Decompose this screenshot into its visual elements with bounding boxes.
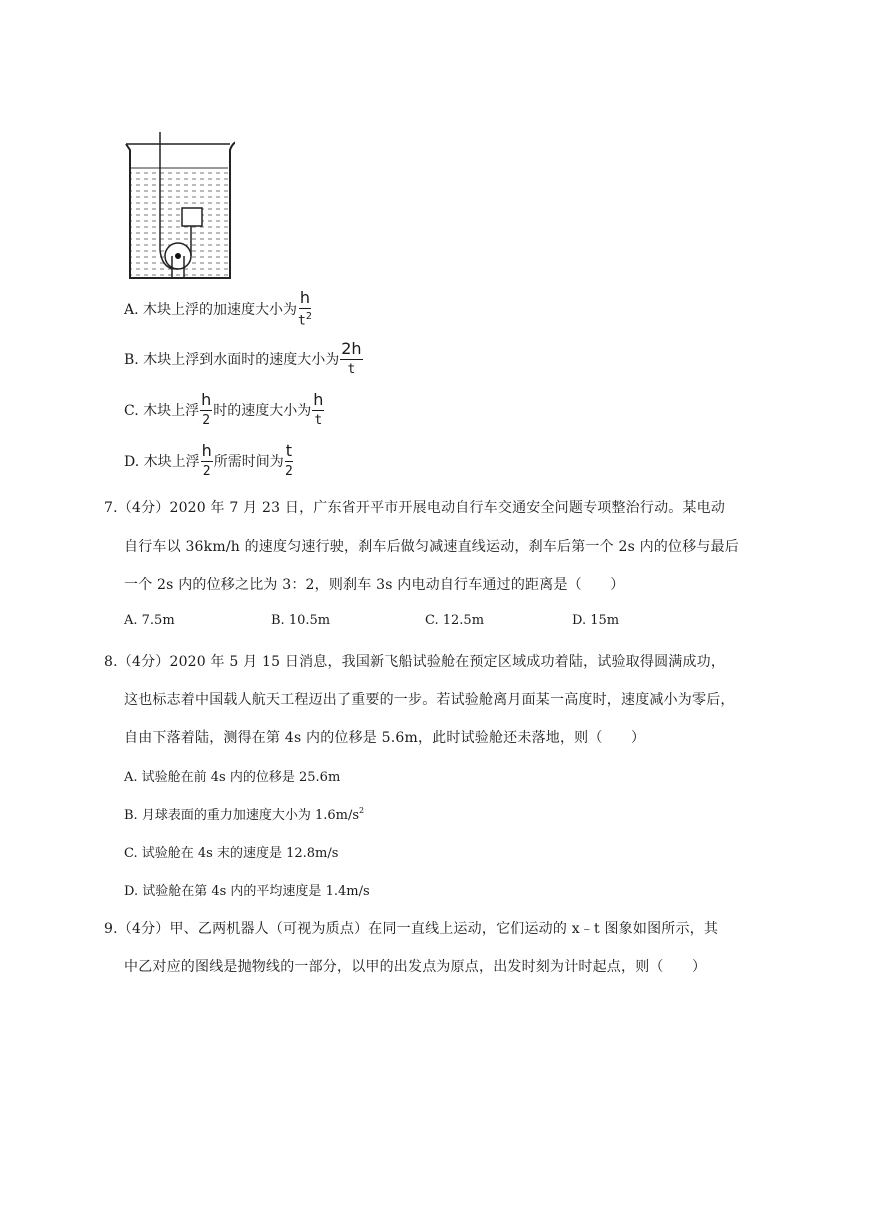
fraction: $\frac{t}{2}$ bbox=[285, 441, 293, 479]
q6-option-a[interactable]: A. 木块上浮的加速度大小为 $\frac{h}{t^2}$ bbox=[124, 288, 312, 329]
fraction: $\frac{h}{t}$ bbox=[313, 390, 324, 428]
beaker-figure bbox=[120, 128, 235, 283]
q9-line-2: 中乙对应的图线是抛物线的一部分，以甲的出发点为原点，出发时刻为计时起点，则（ ） bbox=[124, 959, 707, 975]
q8-line-1: 8.（4分）2020 年 5 月 15 日消息，我国新飞船试验舱在预定区域成功着陆，试验取得圆满成功， bbox=[104, 654, 726, 670]
q6-option-d[interactable]: D. 木块上浮 $\frac{h}{2}$ 所需时间为 $\frac{t}{2}$ bbox=[124, 441, 293, 479]
q8-option-b[interactable]: B. 月球表面的重力加速度大小为 $1.6m/s^2$ bbox=[124, 806, 365, 823]
fraction: $\frac{h}{2}$ bbox=[201, 390, 212, 428]
q8-option-c[interactable]: C. 试验舱在 4s 末的速度是 12.8m/s bbox=[124, 846, 339, 861]
q8-option-d[interactable]: D. 试验舱在第 4s 内的平均速度是 1.4m/s bbox=[124, 884, 370, 899]
fraction: $\frac{2h}{t}$ bbox=[341, 339, 362, 377]
q8-line-2: 这也标志着中国载人航天工程迈出了重要的一步。若试验舱离月面某一高度时，速度减小为零后， bbox=[124, 692, 735, 708]
q7-choice-d[interactable]: D. 15m bbox=[572, 613, 620, 628]
q7-line-2: 自行车以 36km/h 的速度匀速行驶，刹车后做匀减速直线运动，刹车后第一个 2s 内的位移与最后 bbox=[124, 539, 739, 555]
q9-line-1: 9.（4分）甲、乙两机器人（可视为质点）在同一直线上运动，它们运动的 x﹣t 图象如图所示，其 bbox=[104, 921, 719, 937]
q7-line-3: 一个 2s 内的位移之比为 3：2，则刹车 3s 内电动自行车通过的距离是（ ） bbox=[124, 577, 625, 593]
q8-option-a[interactable]: A. 试验舱在前 4s 内的位移是 25.6m bbox=[124, 770, 341, 785]
q6-option-b[interactable]: B. 木块上浮到水面时的速度大小为 $\frac{2h}{t}$ bbox=[124, 339, 362, 377]
q6-option-c[interactable]: C. 木块上浮 $\frac{h}{2}$ 时的速度大小为 $\frac{h}{t}$ bbox=[124, 390, 324, 428]
q7-line-1: 7.（4分）2020 年 7 月 23 日，广东省开平市开展电动自行车交通安全问题专项整治行动。某电动 bbox=[104, 500, 726, 516]
q7-choice-a[interactable]: A. 7.5m bbox=[124, 613, 175, 628]
q7-choice-b[interactable]: B. 10.5m bbox=[271, 613, 331, 628]
fraction: $\frac{h}{t^2}$ bbox=[298, 288, 312, 329]
fraction: $\frac{h}{2}$ bbox=[201, 441, 212, 479]
q7-choice-c[interactable]: C. 12.5m bbox=[425, 613, 485, 628]
q8-line-3: 自由下落着陆，测得在第 4s 内的位移是 5.6m，此时试验舱还未落地，则（ ） bbox=[124, 730, 646, 746]
